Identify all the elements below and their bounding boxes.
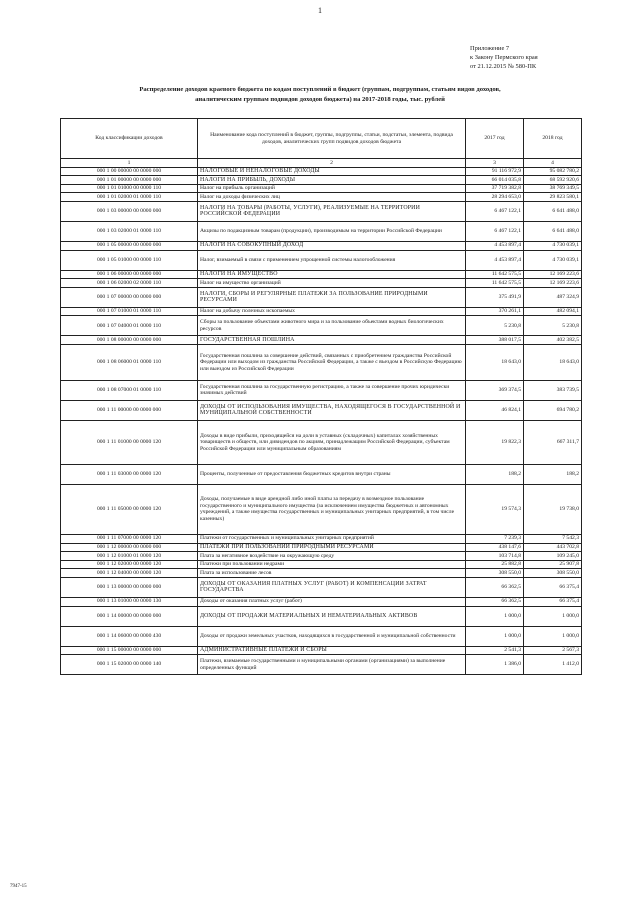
table-row — [61, 279, 582, 288]
row-code: 000 1 08 06000 01 0000 110 — [61, 344, 198, 380]
row-value-2017: 103 714,8 — [466, 552, 524, 561]
row-value-2018: 12 169 223,6 — [524, 279, 582, 288]
row-value-2017: 66 362,5 — [466, 597, 524, 606]
row-name: Налог на имущество организаций — [198, 279, 466, 288]
row-code: 000 1 07 01000 01 0000 110 — [61, 307, 198, 316]
row-value-2018: 68 592 920,6 — [524, 176, 582, 185]
row-value-2017: 6 467 122,1 — [466, 201, 524, 221]
row-value-2017: 438 147,6 — [466, 543, 524, 552]
table-row — [61, 221, 582, 241]
footer-code: 7947-15 — [10, 884, 27, 889]
row-code: 000 1 03 02000 01 0000 110 — [61, 221, 198, 241]
row-name: Проценты, полученные от предоставления бюджетных кредитов внутри страны — [198, 464, 466, 484]
row-code: 000 1 08 00000 00 0000 000 — [61, 336, 198, 345]
row-value-2018: 667 311,7 — [524, 420, 582, 464]
row-value-2017: 308 550,0 — [466, 569, 524, 578]
table-row — [61, 484, 582, 534]
row-value-2017: 18 643,0 — [466, 344, 524, 380]
row-code: 000 1 15 02000 00 0000 140 — [61, 655, 198, 675]
row-value-2018: 95 082 780,2 — [524, 167, 582, 176]
appendix-line-2: к Закону Пермского края — [470, 54, 538, 61]
column-number-row — [61, 159, 582, 168]
row-value-2017: 1 000,0 — [466, 626, 524, 646]
row-value-2018: 29 823 580,1 — [524, 193, 582, 202]
row-name: Сборы за пользование объектами животного мира и за пользование объектами водных биологических ресурсов — [198, 316, 466, 336]
table-body — [61, 167, 582, 675]
table-row — [61, 184, 582, 193]
row-code: 000 1 00 00000 00 0000 000 — [61, 167, 198, 176]
table-row — [61, 344, 582, 380]
table-row — [61, 336, 582, 345]
row-value-2017: 388 017,5 — [466, 336, 524, 345]
row-value-2018: 402 382,5 — [524, 336, 582, 345]
row-name: Доходы, получаемые в виде арендной либо иной платы за передачу в возмездное пользование государственного и муниципального имущества (за исключением имущества бюджетных и автономных учреждений, а также имущества государственных и муниципальных унитарных предприятий, в том числе казенных) — [198, 484, 466, 534]
revenue-table — [60, 118, 582, 675]
row-value-2017: 91 116 972,9 — [466, 167, 524, 176]
row-code: 000 1 01 01000 00 0000 110 — [61, 184, 198, 193]
row-code: 000 1 11 01000 00 0000 120 — [61, 420, 198, 464]
header-2017: 2017 год — [466, 119, 524, 159]
row-name: Доходы в виде прибыли, приходящейся на доли в уставных (складочных) капиталах хозяйственных товариществ и обществ, или дивидендов по акциям, принадлежащим Российской Федерации, субъектам Российской Федерации или муниципальным образованиям — [198, 420, 466, 464]
table-row — [61, 241, 582, 250]
row-value-2017: 6 467 122,1 — [466, 221, 524, 241]
table-row — [61, 270, 582, 279]
row-value-2017: 28 294 653,0 — [466, 193, 524, 202]
row-code: 000 1 01 02000 01 0000 110 — [61, 193, 198, 202]
row-code: 000 1 14 00000 00 0000 000 — [61, 606, 198, 626]
row-value-2018: 19 738,0 — [524, 484, 582, 534]
row-value-2017: 19 822,3 — [466, 420, 524, 464]
row-code: 000 1 12 01000 01 0000 120 — [61, 552, 198, 561]
column-number: 4 — [524, 159, 582, 168]
row-value-2018: 1 412,0 — [524, 655, 582, 675]
row-code: 000 1 08 07000 01 0000 110 — [61, 380, 198, 400]
row-value-2017: 19 574,3 — [466, 484, 524, 534]
row-name: Платежи от государственных и муниципальных унитарных предприятий — [198, 534, 466, 543]
row-value-2018: 66 375,4 — [524, 597, 582, 606]
row-name: НАЛОГИ НА ИМУЩЕСТВО — [198, 270, 466, 279]
table-row — [61, 646, 582, 655]
row-value-2018: 4 730 039,1 — [524, 250, 582, 270]
table-row — [61, 464, 582, 484]
row-code: 000 1 13 00000 00 0000 000 — [61, 577, 198, 597]
row-code: 000 1 12 02000 00 0000 120 — [61, 560, 198, 569]
table-row — [61, 420, 582, 464]
row-code: 000 1 14 06000 00 0000 430 — [61, 626, 198, 646]
row-value-2018: 383 739,5 — [524, 380, 582, 400]
header-2018: 2018 год — [524, 119, 582, 159]
row-code: 000 1 13 01000 00 0000 130 — [61, 597, 198, 606]
table-row — [61, 606, 582, 626]
appendix-line-3: от 21.12.2015 № 580-ПК — [470, 63, 537, 70]
table-row — [61, 552, 582, 561]
table-row — [61, 597, 582, 606]
table-row — [61, 316, 582, 336]
table-row — [61, 250, 582, 270]
table-row — [61, 569, 582, 578]
row-name: АДМИНИСТРАТИВНЫЕ ПЛАТЕЖИ И СБОРЫ — [198, 646, 466, 655]
row-value-2018: 1 000,0 — [524, 606, 582, 626]
row-value-2017: 37 719 382,8 — [466, 184, 524, 193]
row-value-2017: 369 374,5 — [466, 380, 524, 400]
row-value-2017: 66 014 035,8 — [466, 176, 524, 185]
column-number: 1 — [61, 159, 198, 168]
row-name: Доходы от оказания платных услуг (работ) — [198, 597, 466, 606]
row-code: 000 1 12 00000 00 0000 000 — [61, 543, 198, 552]
row-code: 000 1 06 02000 02 0000 110 — [61, 279, 198, 288]
row-value-2018: 12 169 223,6 — [524, 270, 582, 279]
row-name: Платежи, взимаемые государственными и муниципальными органами (организациями) за выполнение определенных функций — [198, 655, 466, 675]
row-value-2018: 6 641 488,0 — [524, 201, 582, 221]
table-row — [61, 543, 582, 552]
row-code: 000 1 07 00000 00 0000 000 — [61, 287, 198, 307]
row-name: Доходы от продажи земельных участков, находящихся в государственной и муниципальной собственности — [198, 626, 466, 646]
row-name: Государственная пошлина за государственную регистрацию, а также за совершение прочих юридически значимых действий — [198, 380, 466, 400]
row-code: 000 1 01 00000 00 0000 000 — [61, 176, 198, 185]
row-name: НАЛОГИ НА ТОВАРЫ (РАБОТЫ, УСЛУГИ), РЕАЛИЗУЕМЫЕ НА ТЕРРИТОРИИ РОССИЙСКОЙ ФЕДЕРАЦИИ — [198, 201, 466, 221]
table-row — [61, 577, 582, 597]
table-row — [61, 380, 582, 400]
row-value-2017: 188,2 — [466, 464, 524, 484]
row-name: Плата за негативное воздействие на окружающую среду — [198, 552, 466, 561]
row-value-2017: 2 541,3 — [466, 646, 524, 655]
row-value-2017: 1 000,0 — [466, 606, 524, 626]
table-header-row — [61, 119, 582, 159]
column-number: 2 — [198, 159, 466, 168]
row-name: Плата за использование лесов — [198, 569, 466, 578]
header-name: Наименование кода поступлений в бюджет, группы, подгруппы, статьи, подстатьи, элемента, подвида доходов, аналитических групп подвидов доходов бюджета — [198, 119, 466, 159]
row-code: 000 1 03 00000 00 0000 000 — [61, 201, 198, 221]
row-name: НАЛОГИ НА ПРИБЫЛЬ, ДОХОДЫ — [198, 176, 466, 185]
row-name: ПЛАТЕЖИ ПРИ ПОЛЬЗОВАНИИ ПРИРОДНЫМИ РЕСУРСАМИ — [198, 543, 466, 552]
table-row — [61, 307, 582, 316]
table-row — [61, 287, 582, 307]
row-value-2018: 7 542,3 — [524, 534, 582, 543]
row-value-2017: 4 453 897,4 — [466, 250, 524, 270]
row-code: 000 1 07 04000 01 0000 110 — [61, 316, 198, 336]
table-row — [61, 201, 582, 221]
row-code: 000 1 11 05000 00 0000 120 — [61, 484, 198, 534]
row-name: ДОХОДЫ ОТ ПРОДАЖИ МАТЕРИАЛЬНЫХ И НЕМАТЕРИАЛЬНЫХ АКТИВОВ — [198, 606, 466, 626]
document-title-line-2: аналитическим группам подвидов доходов бюджета) на 2017-2018 годы, тыс. рублей — [195, 96, 445, 103]
row-code: 000 1 15 00000 00 0000 000 — [61, 646, 198, 655]
row-name: НАЛОГИ НА СОВОКУПНЫЙ ДОХОД — [198, 241, 466, 250]
row-name: НАЛОГОВЫЕ И НЕНАЛОГОВЫЕ ДОХОДЫ — [198, 167, 466, 176]
row-value-2018: 66 375,4 — [524, 577, 582, 597]
row-name: ГОСУДАРСТВЕННАЯ ПОШЛИНА — [198, 336, 466, 345]
row-value-2018: 482 094,1 — [524, 307, 582, 316]
row-name: Акцизы по подакцизным товарам (продукции), производимым на территории Российской Федерации — [198, 221, 466, 241]
row-value-2017: 5 230,8 — [466, 316, 524, 336]
row-name: Налог на добычу полезных ископаемых — [198, 307, 466, 316]
row-value-2018: 109 245,0 — [524, 552, 582, 561]
header-code: Код классификации доходов — [61, 119, 198, 159]
row-value-2018: 487 324,9 — [524, 287, 582, 307]
document-title — [60, 85, 580, 105]
row-value-2017: 46 824,1 — [466, 400, 524, 420]
row-value-2017: 1 386,0 — [466, 655, 524, 675]
row-name: Платежи при пользовании недрами — [198, 560, 466, 569]
row-code: 000 1 11 07000 00 0000 120 — [61, 534, 198, 543]
row-value-2018: 4 730 039,1 — [524, 241, 582, 250]
row-name: Налог на доходы физических лиц — [198, 193, 466, 202]
row-value-2018: 694 780,2 — [524, 400, 582, 420]
row-value-2018: 2 567,3 — [524, 646, 582, 655]
table-row — [61, 655, 582, 675]
row-value-2018: 25 907,8 — [524, 560, 582, 569]
row-value-2018: 6 641 488,0 — [524, 221, 582, 241]
row-value-2018: 308 550,0 — [524, 569, 582, 578]
row-code: 000 1 06 00000 00 0000 000 — [61, 270, 198, 279]
row-value-2018: 188,2 — [524, 464, 582, 484]
row-value-2018: 18 643,0 — [524, 344, 582, 380]
table-row — [61, 176, 582, 185]
row-name: Налог, взимаемый в связи с применением упрощенной системы налогообложения — [198, 250, 466, 270]
row-name: ДОХОДЫ ОТ ОКАЗАНИЯ ПЛАТНЫХ УСЛУГ (РАБОТ) И КОМПЕНСАЦИИ ЗАТРАТ ГОСУДАРСТВА — [198, 577, 466, 597]
table-row — [61, 626, 582, 646]
row-code: 000 1 11 03000 00 0000 120 — [61, 464, 198, 484]
row-name: ДОХОДЫ ОТ ИСПОЛЬЗОВАНИЯ ИМУЩЕСТВА, НАХОДЯЩЕГОСЯ В ГОСУДАРСТВЕННОЙ И МУНИЦИПАЛЬНОЙ СОБСТВЕННОСТИ — [198, 400, 466, 420]
row-value-2017: 370 261,1 — [466, 307, 524, 316]
row-code: 000 1 11 00000 00 0000 000 — [61, 400, 198, 420]
row-code: 000 1 05 01000 00 0000 110 — [61, 250, 198, 270]
row-name: Государственная пошлина за совершение действий, связанных с приобретением гражданства Российской Федерации или выходом из гражданства Российской Федерации, а также с въездом в Российскую Федерацию или выездом из Российской Федерации — [198, 344, 466, 380]
row-value-2018: 443 702,8 — [524, 543, 582, 552]
table-row — [61, 167, 582, 176]
table-row — [61, 560, 582, 569]
page-number: 1 — [318, 6, 322, 15]
row-name: Налог на прибыль организаций — [198, 184, 466, 193]
row-value-2017: 4 453 897,4 — [466, 241, 524, 250]
row-value-2018: 1 000,0 — [524, 626, 582, 646]
appendix-line-1: Приложение 7 — [470, 45, 510, 52]
table-row — [61, 193, 582, 202]
row-value-2017: 11 642 575,5 — [466, 279, 524, 288]
row-name: НАЛОГИ, СБОРЫ И РЕГУЛЯРНЫЕ ПЛАТЕЖИ ЗА ПОЛЬЗОВАНИЕ ПРИРОДНЫМИ РЕСУРСАМИ — [198, 287, 466, 307]
row-value-2017: 7 239,3 — [466, 534, 524, 543]
table-row — [61, 534, 582, 543]
row-value-2018: 38 769 349,5 — [524, 184, 582, 193]
row-value-2017: 25 882,8 — [466, 560, 524, 569]
row-code: 000 1 05 00000 00 0000 000 — [61, 241, 198, 250]
row-value-2017: 66 362,5 — [466, 577, 524, 597]
row-code: 000 1 12 04000 00 0000 120 — [61, 569, 198, 578]
column-number: 3 — [466, 159, 524, 168]
row-value-2017: 11 642 575,5 — [466, 270, 524, 279]
appendix-block — [470, 44, 630, 71]
row-value-2018: 5 230,8 — [524, 316, 582, 336]
document-title-line-1: Распределение доходов краевого бюджета по кодам поступлений в бюджет (группам, подгруппам, статьям видов доходов, — [139, 86, 501, 93]
table-row — [61, 400, 582, 420]
row-value-2017: 375 491,9 — [466, 287, 524, 307]
